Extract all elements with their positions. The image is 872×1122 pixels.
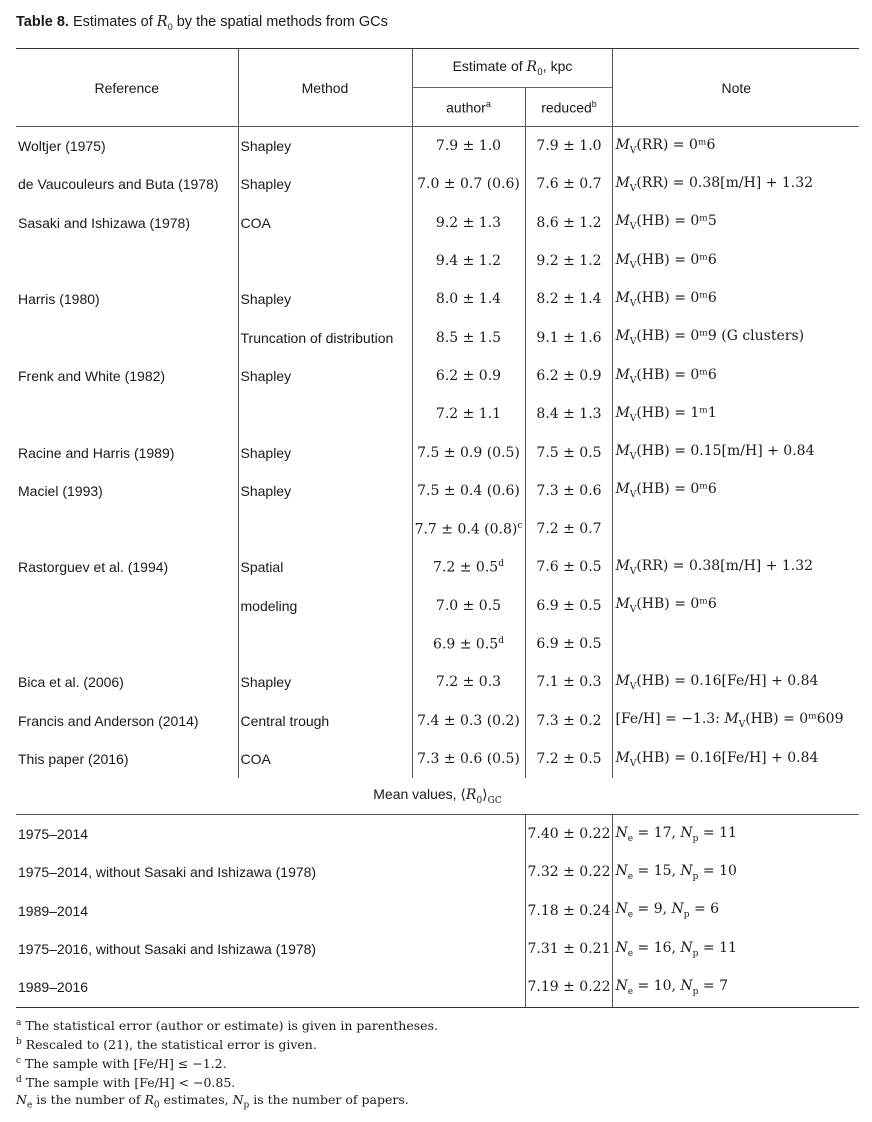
mean-note: $N_e = 9$, $N_p = 6$ [613,892,859,930]
cell-method: Shapley [238,280,412,318]
caption-symbol-sub: 0 [167,21,173,32]
caption-symbol: R [156,14,168,30]
cell-reduced: 7.3 ± 0.6 [525,472,613,510]
mean-value: 7.19 ± 0.22 [525,968,613,1007]
mean-note: $N_e = 16$, $N_p = 11$ [613,930,859,968]
cell-reference: Woltjer (1975) [18,138,106,155]
cell-note [613,510,859,548]
cell-method [238,242,412,280]
table-row [16,127,859,166]
cell-method: Shapley [238,165,412,203]
cell-reduced: 7.6 ± 0.5 [525,548,613,586]
cell-note: $M_V(HB)$ = 0ᵐ5 [613,204,859,242]
cell-note: $M_V(HB) = 0.16[Fe/H] + 0.84$ [613,740,859,778]
cell-note: [Fe/H] = −1.3: $M_V(HB)$ = 0ᵐ609 [613,701,859,739]
footnote: $^b$ Rescaled to (21), the statistical error is given. [16,1037,317,1053]
cell-author: 7.5 ± 0.4 (0.6) [412,472,525,510]
cell-reference [16,318,238,356]
cell-author: 7.3 ± 0.6 (0.5) [412,740,525,778]
cell-reference: Maciel (1993) [18,482,103,499]
cell-note: $M_V(RR)$ = 0ᵐ6 [613,127,859,166]
cell-reduced: 8.2 ± 1.4 [525,280,613,318]
cell-reference [16,625,238,663]
cell-reduced: 6.2 ± 0.9 [525,357,613,395]
cell-author: 7.4 ± 0.3 (0.2) [412,701,525,739]
table-row [16,318,859,356]
table-row [16,357,859,395]
cell-reduced: 6.9 ± 0.5 [525,625,613,663]
mean-note: $N_e = 15$, $N_p = 10$ [613,853,859,891]
mean-row [16,930,859,968]
cell-author: 6.9 ± 0.5$^d$ [412,625,525,663]
cell-note: $M_V(HB)$ = 0ᵐ6 [613,472,859,510]
cell-note [613,625,859,663]
cell-reduced: 9.2 ± 1.2 [525,242,613,280]
cell-reduced: 9.1 ± 1.6 [525,318,613,356]
cell-reference [16,242,238,280]
cell-reference: Bica et al. (2006) [18,674,124,691]
table-row [16,587,859,625]
cell-author: 8.5 ± 1.5 [412,318,525,356]
cell-reference: This paper (2016) [18,750,129,767]
cell-note: $M_V(RR) = 0.38[m/H] + 1.32$ [613,165,859,203]
cell-method [238,625,412,663]
mean-value: 7.31 ± 0.21 [525,930,613,968]
cell-method: modeling [238,587,412,625]
footnote: $^c$ The sample with [Fe/H] ≤ −1.2. [16,1056,227,1072]
mean-period: 1975–2014, without Sasaki and Ishizawa (1978) [18,864,317,881]
cell-method [238,510,412,548]
cell-author: 7.0 ± 0.7 (0.6) [412,165,525,203]
cell-reference [16,587,238,625]
mean-row [16,853,859,891]
cell-method [238,395,412,433]
caption-label: Table 8. [16,14,69,30]
cell-author: 7.9 ± 1.0 [412,127,525,166]
table-row [16,510,859,548]
cell-method: Shapley [238,663,412,701]
cell-reduced: 8.6 ± 1.2 [525,204,613,242]
mean-note: $N_e = 10$, $N_p = 7$ [613,968,859,1007]
cell-reference: Rastorguev et al. (1994) [18,559,169,576]
cell-reduced: 7.5 ± 0.5 [525,433,613,471]
cell-author: 9.4 ± 1.2 [412,242,525,280]
cell-reduced: 8.4 ± 1.3 [525,395,613,433]
estimates-table [16,48,859,1008]
cell-reduced: 7.9 ± 1.0 [525,127,613,166]
cell-reduced: 7.1 ± 0.3 [525,663,613,701]
table-row [16,472,859,510]
cell-author: 7.0 ± 0.5 [412,587,525,625]
table-row [16,165,859,203]
mean-value: 7.32 ± 0.22 [525,853,613,891]
cell-reference [16,395,238,433]
table-row [16,701,859,739]
caption-text-pre: Estimates of [72,14,157,30]
mean-period: 1989–2014 [18,902,89,919]
mean-value: 7.40 ± 0.22 [525,815,613,854]
cell-note: $M_V(HB)$ = 0ᵐ6 [613,242,859,280]
cell-note: $M_V(HB)$ = 0ᵐ6 [613,587,859,625]
mean-note: $N_e = 17$, $N_p = 11$ [613,815,859,854]
cell-author: 9.2 ± 1.3 [412,204,525,242]
mean-row [16,815,859,854]
cell-reduced: 7.2 ± 0.5 [525,740,613,778]
caption-text-post: by the spatial methods from GCs [172,14,388,30]
table-row [16,625,859,663]
cell-note: $M_V(HB) = 0.16[Fe/H] + 0.84$ [613,663,859,701]
cell-reference: Sasaki and Ishizawa (1978) [18,214,190,231]
table-row [16,663,859,701]
table-row [16,433,859,471]
cell-method: Spatial [238,548,412,586]
cell-reduced: 7.6 ± 0.7 [525,165,613,203]
mean-row [16,892,859,930]
cell-method: COA [238,204,412,242]
header-author: author$^a$ [412,88,525,127]
cell-author: 7.2 ± 0.3 [412,663,525,701]
footnotes [16,1015,438,1113]
cell-reference: Francis and Anderson (2014) [18,712,199,729]
header-estimate: Estimate of $R_0$, kpc [412,49,613,88]
cell-author: 7.2 ± 0.5$^d$ [412,548,525,586]
cell-note: $M_V(HB)$ = 0ᵐ9 (G clusters) [613,318,859,356]
footnote: $^a$ The statistical error (author or estimate) is given in parentheses. [16,1018,438,1034]
cell-author: 7.7 ± 0.4 $(0.8)^c$ [412,510,525,548]
cell-reference: Frenk and White (1982) [18,367,166,384]
cell-reduced: 7.3 ± 0.2 [525,701,613,739]
cell-note: $M_V(HB) = 0.15[m/H] + 0.84$ [613,433,859,471]
mean-period: 1975–2014 [16,815,525,854]
cell-reference: Harris (1980) [18,291,100,308]
cell-reference [16,510,238,548]
cell-method: COA [238,740,412,778]
cell-reference: Racine and Harris (1989) [18,444,175,461]
cell-method: Shapley [238,433,412,471]
mean-row [16,968,859,1007]
cell-method: Shapley [238,357,412,395]
header-reference: Reference [16,49,238,127]
table-row [16,242,859,280]
cell-author: 7.2 ± 1.1 [412,395,525,433]
table-row [16,395,859,433]
cell-method: Shapley [238,127,412,166]
table-row [16,548,859,586]
table-row [16,740,859,778]
cell-note: $M_V(HB)$ = 0ᵐ6 [613,357,859,395]
cell-author: 7.5 ± 0.9 (0.5) [412,433,525,471]
cell-note: $M_V(HB)$ = 1ᵐ1 [613,395,859,433]
header-note: Note [613,49,859,127]
mean-value: 7.18 ± 0.24 [525,892,613,930]
header-reduced: reduced$^b$ [525,88,613,127]
cell-author: 6.2 ± 0.9 [412,357,525,395]
cell-reference: de Vaucouleurs and Buta (1978) [18,176,219,193]
cell-note: $M_V(HB)$ = 0ᵐ6 [613,280,859,318]
cell-method: Central trough [238,701,412,739]
mean-values-title: Mean values, $⟨R_0⟩_{GC}$ [373,786,502,806]
table-caption [16,14,388,32]
footnote: $^d$ The sample with [Fe/H] < −0.85. [16,1075,236,1091]
header-method: Method [238,49,412,127]
cell-note: $M_V(RR) = 0.38[m/H] + 1.32$ [613,548,859,586]
table-row [16,280,859,318]
table-row [16,204,859,242]
cell-reduced: 6.9 ± 0.5 [525,587,613,625]
mean-period: 1989–2016 [16,968,525,1007]
cell-method: Shapley [238,472,412,510]
mean-period: 1975–2016, without Sasaki and Ishizawa (1978) [18,941,317,958]
cell-method: Truncation of distribution [238,318,412,356]
cell-author: 8.0 ± 1.4 [412,280,525,318]
cell-reduced: 7.2 ± 0.7 [525,510,613,548]
footnote-legend: $N_e$ is the number of $R_0$ estimates, $N_p$ is the number of papers. [16,1091,409,1111]
